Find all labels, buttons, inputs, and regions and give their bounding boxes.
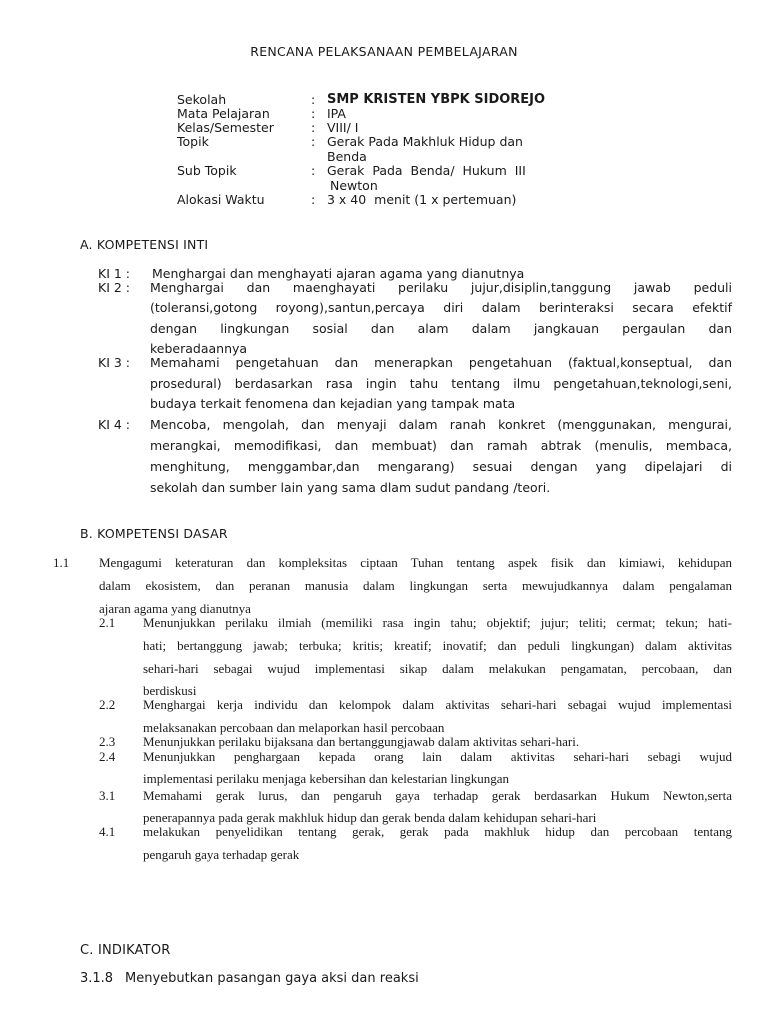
kd-number: 2.2 (99, 697, 116, 712)
ki4-line: sekolah dan sumber lain yang sama dlam sudut pandang /teori. (150, 480, 551, 495)
kd-number: 4.1 (99, 824, 116, 839)
topic-value: Gerak Pada Makhluk Hidup dan (327, 134, 523, 149)
class-value: VIII/ I (327, 120, 359, 135)
kd-line: melaksanakan percobaan dan melaporkan hasil percobaan (143, 720, 445, 735)
ki1-text: Menghargai dan menghayati ajaran agama yang dianutnya (152, 266, 525, 281)
colon: : (311, 106, 316, 121)
kd-line: Menunjukkan penghargaan kepada orang lain dalam aktivitas sehari-hari sebagi wujud (143, 749, 732, 764)
subtopic-value: Gerak Pada Benda/ Hukum III (327, 163, 526, 178)
kd-line: berdiskusi (143, 683, 197, 698)
kd-line: Memahami gerak lurus, dan pengaruh gaya terhadap gerak berdasarkan Hukum Newton,serta (143, 788, 732, 803)
ki2-line: Menghargai dan maenghayati perilaku jujur,disiplin,tanggung jawab peduli (150, 280, 732, 295)
topic-value-cont: Benda (327, 149, 367, 164)
ki2-line: (toleransi,gotong royong),santun,percaya diri dalam berinteraksi secara efektif (150, 300, 732, 315)
section-c-heading: C. INDIKATOR (80, 943, 171, 958)
kd-number: 1.1 (53, 555, 70, 570)
class-label: Kelas/Semester (177, 120, 274, 135)
kd-number: 3.1 (99, 788, 116, 803)
kd-line: penerapannya pada gerak makhluk hidup dan gerak benda dalam kehidupan sehari-hari (143, 810, 597, 825)
ki2-line: keberadaannya (150, 341, 248, 356)
kd-line: implementasi perilaku menjaga kebersihan dan kelestarian lingkungan (143, 771, 510, 786)
ki4-line: Mencoba, mengolah, dan menyaji dalam ranah konkret (menggunakan, mengurai, (150, 417, 732, 432)
kd-line: Mengagumi keteraturan dan kompleksitas ciptaan Tuhan tentang aspek fisik dan kimiawi, kehidupan (99, 555, 732, 570)
kd-line: pengaruh gaya terhadap gerak (143, 847, 300, 862)
kd-line: ajaran agama yang dianutnya (99, 601, 251, 616)
ki4-line: merangkai, memodifikasi, dan membuat) dan ramah abtrak (menulis, membaca, (150, 438, 732, 453)
ki3-line: budaya terkait fenomena dan kejadian yang tampak mata (150, 396, 516, 411)
subtopic-label: Sub Topik (177, 163, 237, 178)
kd-line: Menunjukkan perilaku ilmiah (memiliki rasa ingin tahu; objektif; jujur; teliti; cermat; tekun; hati- (143, 615, 732, 630)
kd-number: 2.1 (99, 615, 116, 630)
school-value: SMP KRISTEN YBPK SIDOREJO (327, 92, 546, 107)
colon: : (311, 163, 316, 178)
kd-line: melakukan penyelidikan tentang gerak, gerak pada makhluk hidup dan percobaan tentang (143, 824, 732, 839)
ki2-label: KI 2 : (98, 280, 130, 295)
school-label: Sekolah (177, 92, 227, 107)
subtopic-value-cont: Newton (330, 178, 378, 193)
section-b-heading: B. KOMPETENSI DASAR (80, 526, 228, 541)
ki3-line: prosedural) berdasarkan rasa ingin tahu tentang ilmu pengetahuan,teknologi,seni, (150, 376, 732, 391)
subject-value: IPA (327, 106, 346, 121)
ki3-label: KI 3 : (98, 355, 130, 370)
ki2-line: dengan lingkungan sosial dan alam dalam jangkauan pergaulan dan (150, 321, 732, 336)
kd-number: 2.4 (99, 749, 116, 764)
indicator-number: 3.1.8 (80, 971, 114, 986)
kd-line: hati; bertanggung jawab; terbuka; kritis; kreatif; inovatif; dan peduli lingkungan) dalam aktivitas (143, 638, 732, 653)
colon: : (311, 192, 316, 207)
colon: : (311, 92, 316, 107)
colon: : (311, 120, 316, 135)
kd-line: Menunjukkan perilaku bijaksana dan bertanggungjawab dalam aktivitas sehari-hari. (143, 734, 580, 749)
kd-line: dalam ekosistem, dan peranan manusia dalam lingkungan serta mewujudkannya dalam pengalaman (99, 578, 732, 593)
subject-label: Mata Pelajaran (177, 106, 270, 121)
kd-number: 2.3 (99, 734, 116, 749)
ki1-label: KI 1 : (98, 266, 130, 281)
time-label: Alokasi Waktu (177, 192, 265, 207)
indicator-text: Menyebutkan pasangan gaya aksi dan reaksi (125, 971, 419, 986)
ki4-line: menghitung, menggambar,dan mengarang) sesuai dengan yang dipelajari di (150, 459, 732, 474)
section-a-heading: A. KOMPETENSI INTI (80, 237, 209, 252)
kd-line: sehari-hari sebagai wujud implementasi sikap dalam melakukan pengamatan, percobaan, dan (143, 661, 732, 676)
colon: : (311, 134, 316, 149)
ki4-label: KI 4 : (98, 417, 130, 432)
kd-line: Menghargai kerja individu dan kelompok dalam aktivitas sehari-hari sebagai wujud implementasi (143, 697, 732, 712)
time-value: 3 x 40 menit (1 x pertemuan) (327, 192, 517, 207)
topic-label: Topik (177, 134, 209, 149)
page-title: RENCANA PELAKSANAAN PEMBELAJARAN (250, 44, 518, 59)
ki3-line: Memahami pengetahuan dan menerapkan pengetahuan (faktual,konseptual, dan (150, 355, 732, 370)
